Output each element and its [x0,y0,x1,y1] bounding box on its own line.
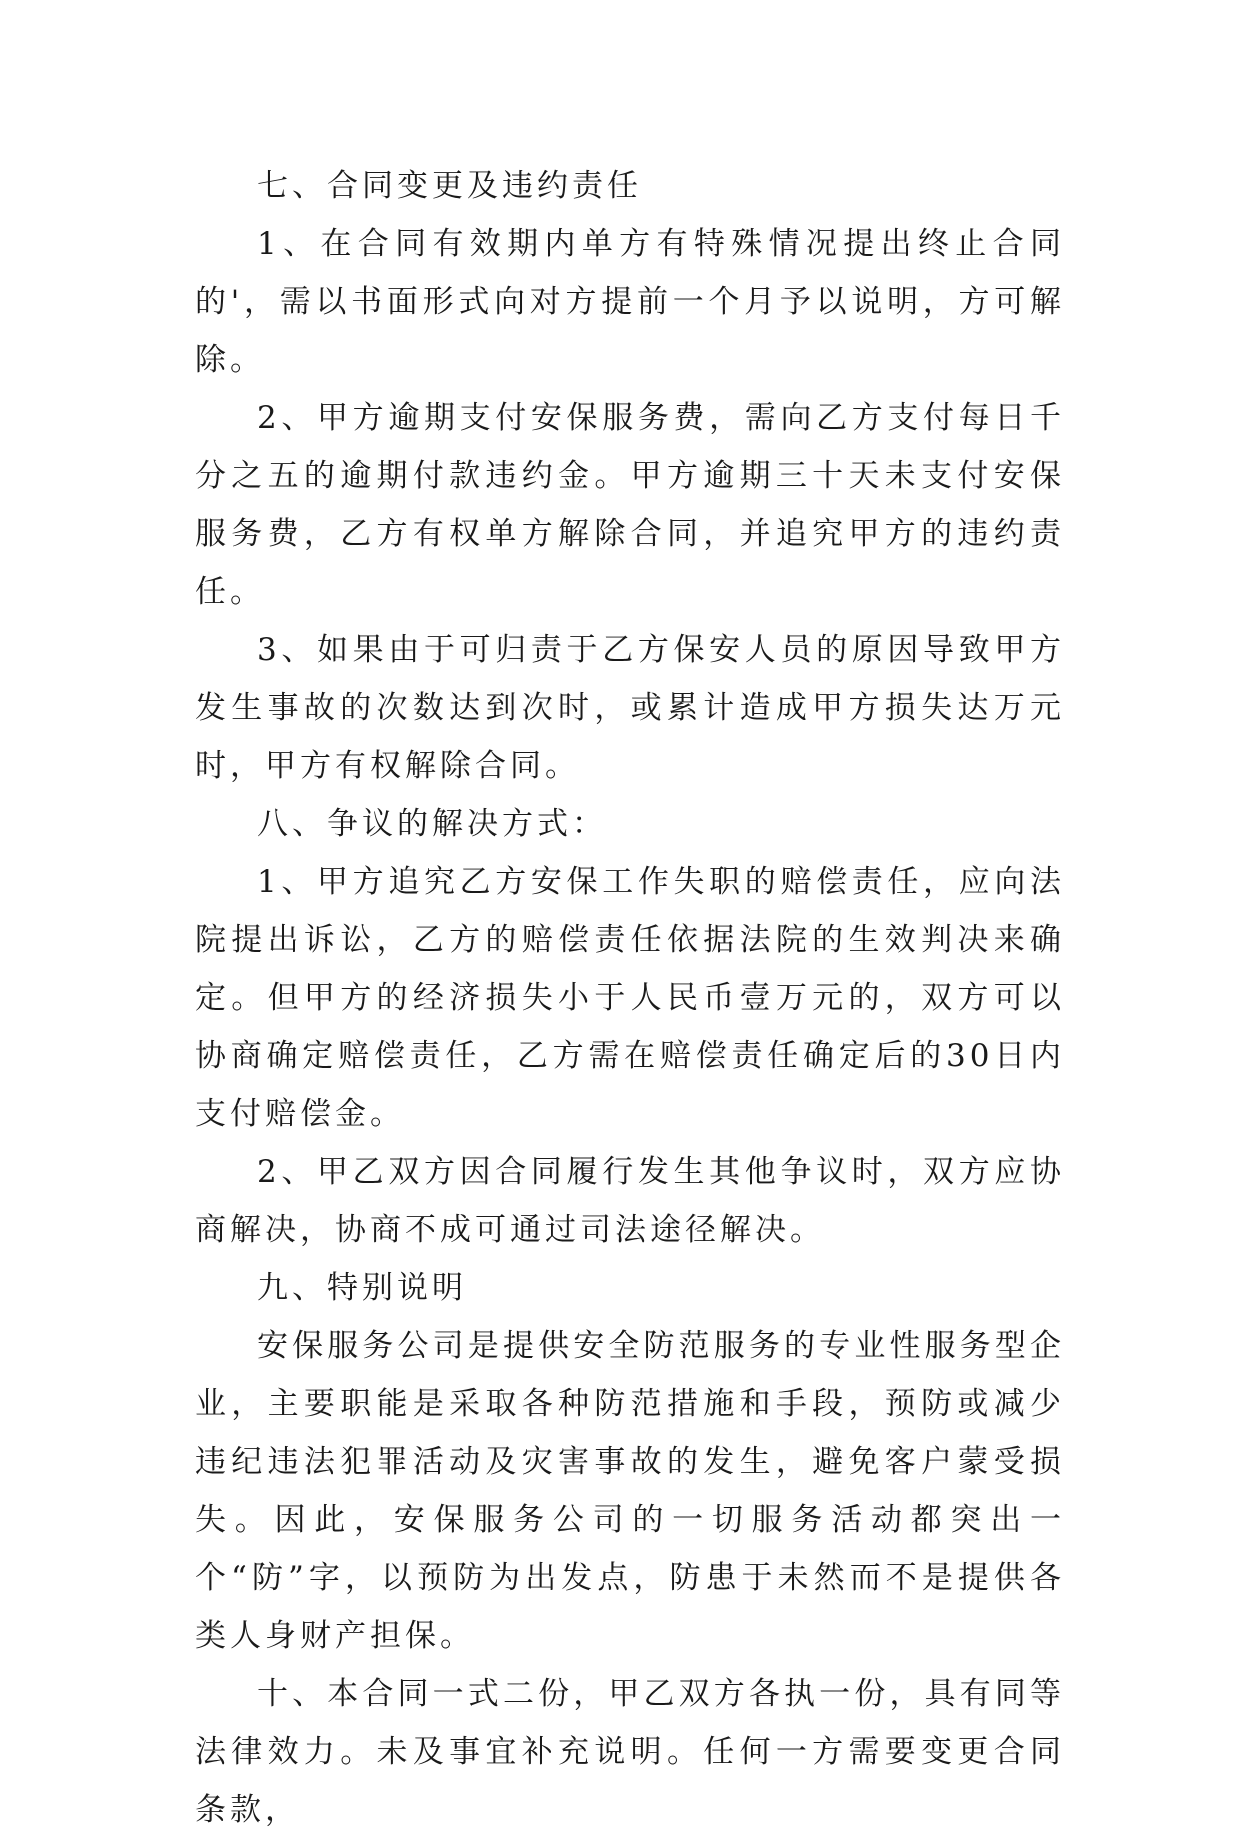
clause-8-2: 2、甲乙双方因合同履行发生其他争议时，双方应协商解决，协商不成可通过司法途径解决。 [195,1154,1065,1248]
section-heading-7: 七、合同变更及违约责任 [257,168,642,204]
clause-8-1: 1、甲方追究乙方安保工作失职的赔偿责任，应向法院提出诉讼，乙方的赔偿责任依据法院的生效判决来确定。但甲方的经济损失小于人民币壹万元的，双方可以协商确定赔偿责任，乙方需在赔偿责任确定后的30日内支付赔偿金。 [195,864,1065,1132]
section-heading-9: 九、特别说明 [257,1270,467,1306]
clause-7-2: 2、甲方逾期支付安保服务费，需向乙方支付每日千分之五的逾期付款违约金。甲方逾期三十天未支付安保服务费，乙方有权单方解除合同，并追究甲方的违约责任。 [195,400,1065,610]
special-note-paragraph: 安保服务公司是提供安全防范服务的专业性服务型企业，主要职能是采取各种防范措施和手段，预防或减少违纪违法犯罪活动及灾害事故的发生，避免客户蒙受损失。因此，安保服务公司的一切服务活动都突出一个“防”字，以预防为出发点，防患于未然而不是提供各类人身财产担保。 [195,1328,1065,1654]
clause-7-1: 1、在合同有效期内单方有特殊情况提出终止合同的'，需以书面形式向对方提前一个月予以说明，方可解除。 [195,226,1065,378]
clause-7-3: 3、如果由于可归责于乙方保安人员的原因导致甲方发生事故的次数达到次时，或累计造成甲方损失达万元时，甲方有权解除合同。 [195,632,1065,784]
section-10-paragraph: 十、本合同一式二份，甲乙双方各执一份，具有同等法律效力。未及事宜补充说明。任何一方需要变更合同条款， [195,1676,1065,1828]
document-body [195,157,1065,1839]
section-heading-8: 八、争议的解决方式： [257,806,607,842]
